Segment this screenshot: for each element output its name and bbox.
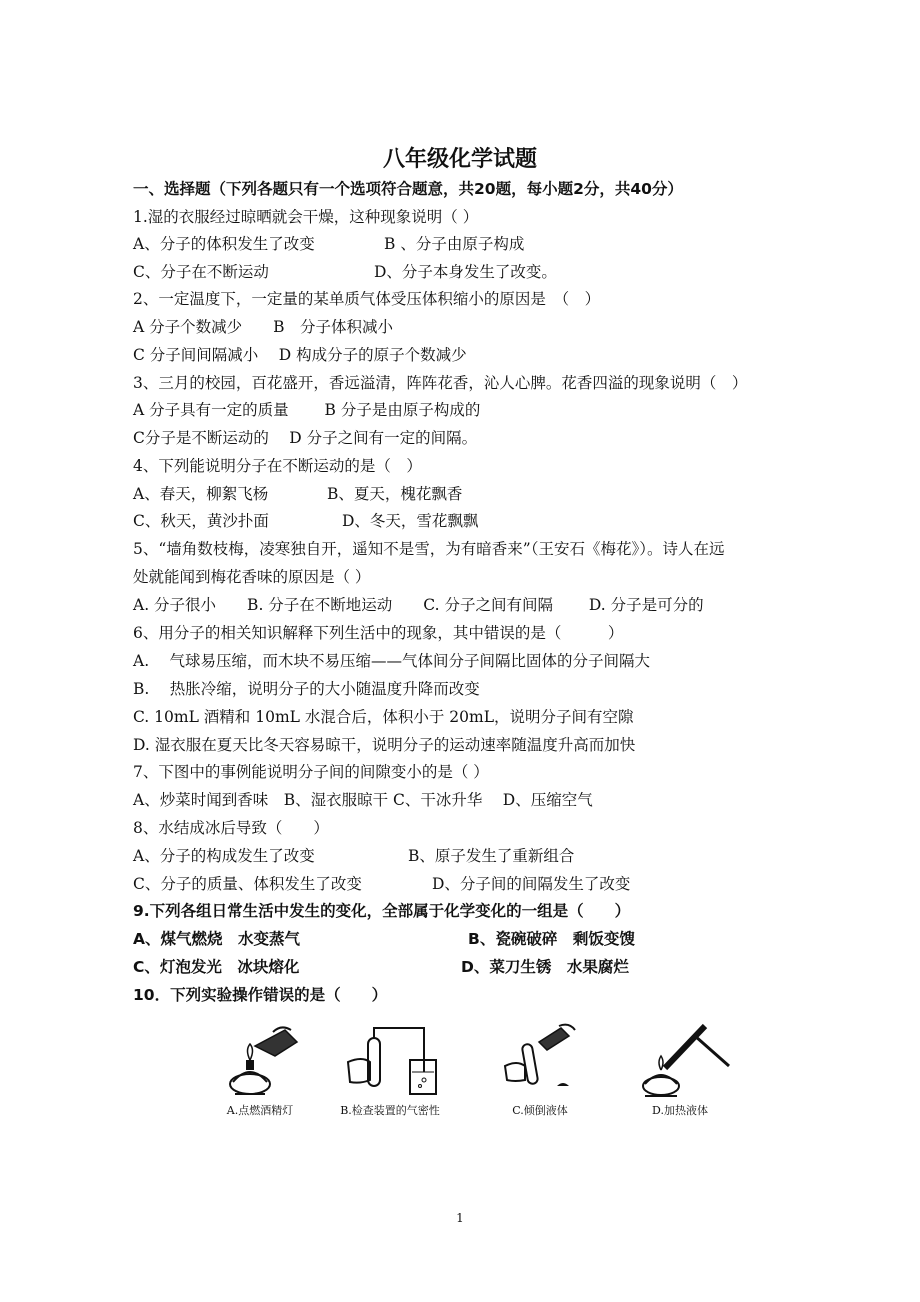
q4-option-b: B、夏天，槐花飘香 (327, 485, 463, 503)
q9-option-b: B、瓷碗破碎 剩饭变馊 (468, 930, 635, 948)
figure-a (200, 1022, 320, 1132)
q4-option-d: D、冬天，雪花飘飘 (342, 512, 479, 530)
question-10: 10．下列实验操作错误的是（ ） (133, 986, 388, 1004)
figure-c (480, 1022, 600, 1132)
q9-option-d: D、菜刀生锈 水果腐烂 (461, 958, 629, 976)
q4-option-c: C、秋天，黄沙扑面 (133, 512, 269, 530)
heat-liquid-icon (625, 1022, 735, 1100)
q8-option-b: B、原子发生了重新组合 (408, 847, 575, 865)
q3-options-cd: C分子是不断运动的 D 分子之间有一定的间隔。 (133, 429, 478, 447)
experiment-figures (200, 1022, 760, 1132)
question-1: 1.湿的衣服经过晾晒就会干燥，这种现象说明（ ） (133, 208, 479, 226)
q1-option-b: B 、分子由原子构成 (384, 235, 525, 253)
q8-option-d: D、分子间的间隔发生了改变 (432, 875, 631, 893)
alcohol-lamp-icon (215, 1022, 305, 1100)
q9-option-c: C、灯泡发光 冰块熔化 (133, 958, 300, 976)
q9-option-a: A、煤气燃烧 水变蒸气 (133, 930, 300, 948)
question-5-cont: 处就能闻到梅花香味的原因是（ ） (133, 568, 371, 586)
q2-options-ab: A 分子个数减少 B 分子体积减小 (133, 318, 394, 336)
airtightness-check-icon (340, 1022, 440, 1100)
q1-option-c: C、分子在不断运动 (133, 263, 269, 281)
figure-c-caption: C.倾倒液体 (512, 1104, 568, 1117)
figure-d (620, 1022, 740, 1132)
q6-option-a: A. 气球易压缩，而木块不易压缩——气体间分子间隔比固体的分子间隔大 (133, 652, 651, 670)
q6-option-d: D. 湿衣服在夏天比冬天容易晾干，说明分子的运动速率随温度升高而加快 (133, 736, 636, 754)
page-number: 1 (456, 1211, 464, 1225)
q1-option-a: A、分子的体积发生了改变 (133, 235, 315, 253)
figure-d-caption: D.加热液体 (652, 1104, 708, 1117)
figure-b (330, 1022, 450, 1132)
question-3: 3、三月的校园，百花盛开，香远溢清，阵阵花香，沁人心脾。花香四溢的现象说明（ ） (133, 374, 748, 392)
section-heading: 一、选择题（下列各题只有一个选项符合题意，共20题，每小题2分，共40分） (133, 180, 683, 198)
figure-b-caption: B.检查装置的气密性 (340, 1104, 440, 1117)
q6-option-b: B. 热胀冷缩，说明分子的大小随温度升降而改变 (133, 680, 480, 698)
page-title: 八年级化学试题 (382, 147, 537, 172)
question-9: 9.下列各组日常生活中发生的变化，全部属于化学变化的一组是（ ） (133, 902, 631, 920)
question-8: 8、水结成冰后导致（ ） (133, 819, 329, 837)
pour-liquid-icon (495, 1022, 585, 1100)
q5-options: A. 分子很小 B. 分子在不断地运动 C. 分子之间有间隔 D. 分子是可分的 (133, 596, 704, 614)
question-2: 2、一定温度下，一定量的某单质气体受压体积缩小的原因是 （ ） (133, 290, 601, 308)
q2-options-cd: C 分子间间隔减小 D 构成分子的原子个数减少 (133, 346, 467, 364)
question-7: 7、下图中的事例能说明分子间的间隙变小的是（ ） (133, 763, 489, 781)
figure-a-caption: A.点燃酒精灯 (226, 1104, 294, 1117)
q1-option-d: D、分子本身发生了改变。 (374, 263, 557, 281)
question-6: 6、用分子的相关知识解释下列生活中的现象，其中错误的是（ ） (133, 624, 624, 642)
question-4: 4、下列能说明分子在不断运动的是（ ） (133, 457, 422, 475)
q6-option-c: C. 10mL 酒精和 10mL 水混合后，体积小于 20mL，说明分子间有空隙 (133, 708, 634, 726)
q7-options: A、炒菜时闻到香味 B、湿衣服晾干 C、干冰升华 D、压缩空气 (133, 791, 593, 809)
q8-option-c: C、分子的质量、体积发生了改变 (133, 875, 362, 893)
q8-option-a: A、分子的构成发生了改变 (133, 847, 315, 865)
q3-options-ab: A 分子具有一定的质量 B 分子是由原子构成的 (133, 401, 481, 419)
q4-option-a: A、春天，柳絮飞杨 (133, 485, 269, 503)
question-5: 5、“墙角数枝梅，凌寒独自开，遥知不是雪，为有暗香来”（王安石《梅花》）。诗人在远 (133, 540, 725, 558)
